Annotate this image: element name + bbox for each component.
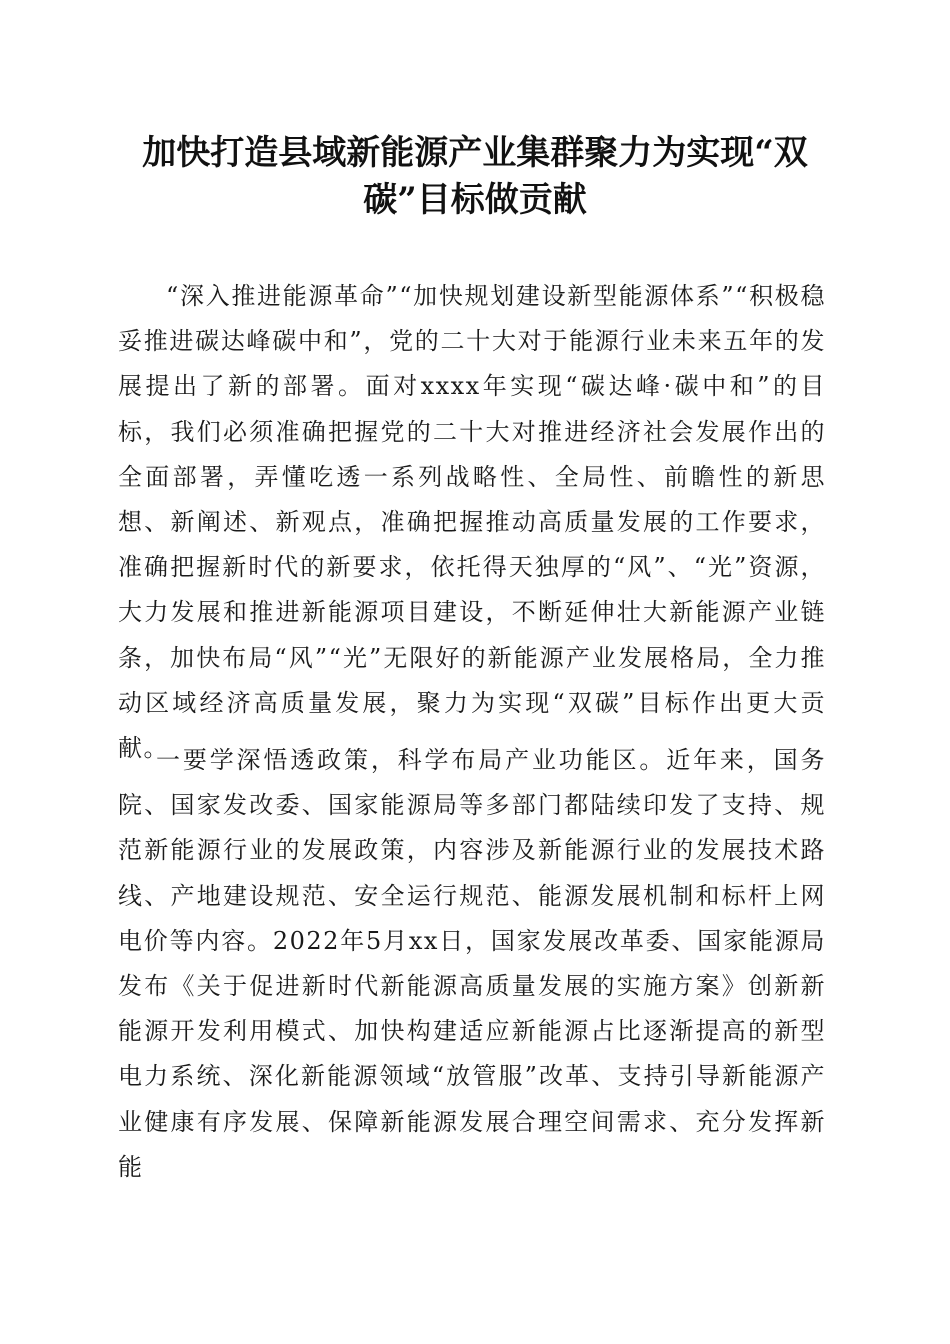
document-title: 加快打造县域新能源产业集群聚力为实现“双碳”目标做贡献 <box>142 133 808 220</box>
paragraph-intro: “深入推进能源革命”“加快规划建设新型能源体系”“积极稳妥推进碳达峰碳中和”，党的二十大对于能源行业未来五年的发展提出了新的部署。面对xxxx年实现“碳达峰·碳中和”的目标，我们必须准确把握党的二十大对推进经济社会发展作出的全面部署，弄懂吃透一系列战略性、全局性、前瞻性的新思想、新阐述、新观点，准确把握推动高质量发展的工作要求，准确把握新时代的新要求，依托得天独厚的“风”、“光”资源，大力发展和推进新能源项目建设，不断延伸壮大新能源产业链条，加快布局“风”“光”无限好的新能源产业发展格局，全力推动区域经济高质量发展，聚力为实现“双碳”目标作出更大贡献。 <box>118 282 826 763</box>
paragraph-policy: 一要学深悟透政策，科学布局产业功能区。近年来，国务院、国家发改委、国家能源局等多部门都陆续印发了支持、规范新能源行业的发展政策，内容涉及新能源行业的发展技术路线、产地建设规范、安全运行规范、能源发展机制和标杆上网电价等内容。2022年5月xx日，国家发展改革委、国家能源局发布《关于促进新时代新能源高质量发展的实施方案》创新新能源开发利用模式、加快构建适应新能源占比逐渐提高的新型电力系统、深化新能源领域“放管服”改革、支持引导新能源产业健康有序发展、保障新能源发展合理空间需求、充分发挥新能 <box>118 746 826 1181</box>
